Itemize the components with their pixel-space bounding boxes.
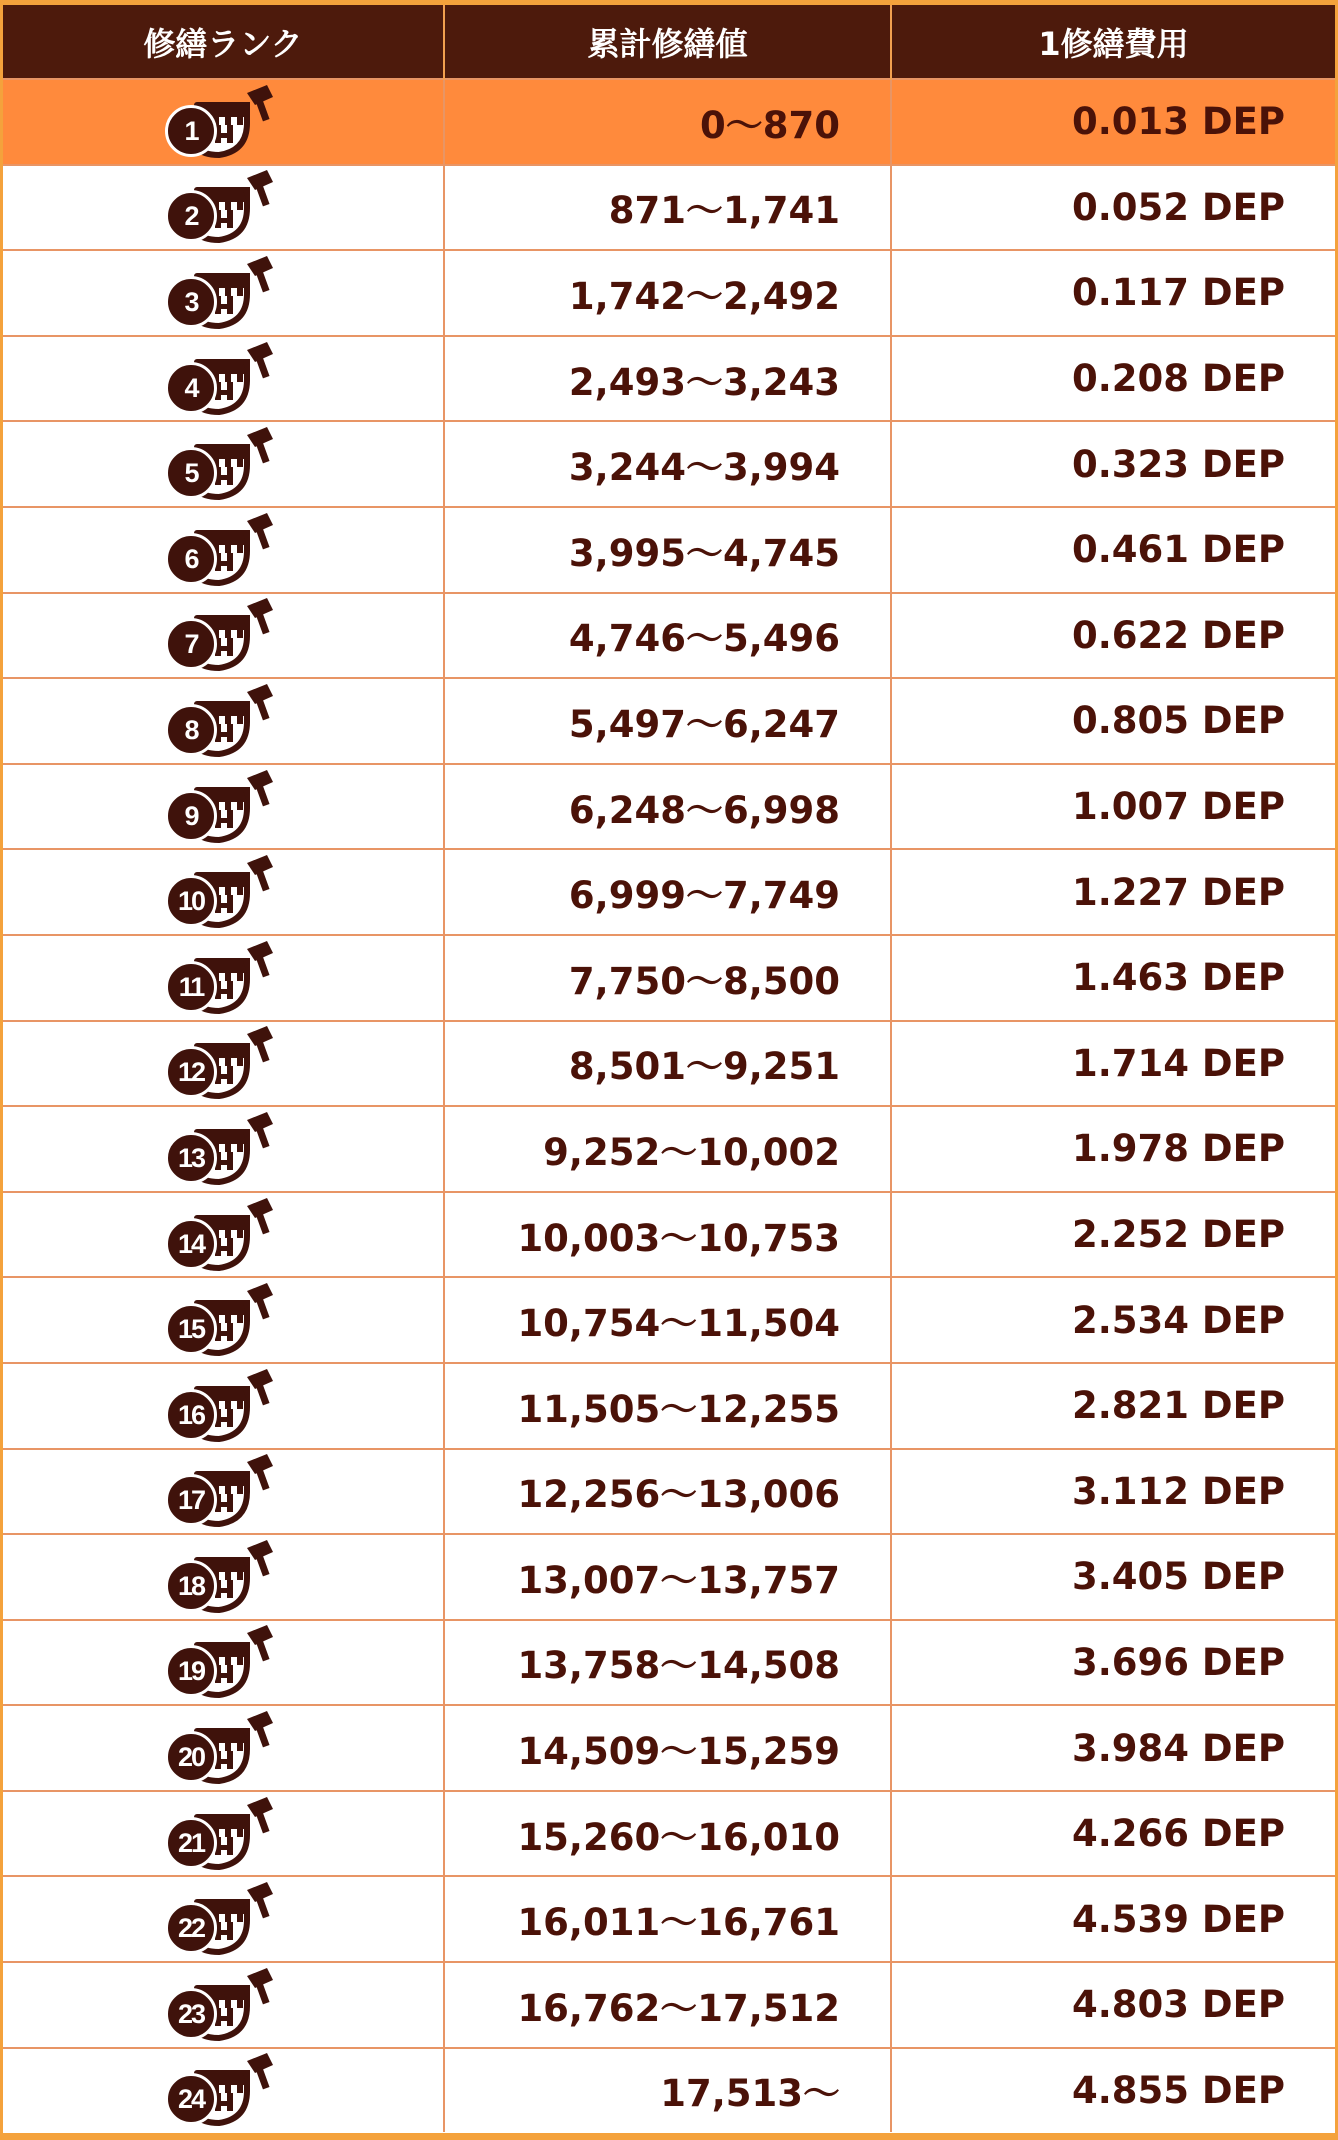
rank-number-badge: 4 (165, 362, 217, 414)
rank-cell (3, 165, 444, 251)
rank-cell (3, 507, 444, 593)
total-repair-value-cell: 1,742～2,492 (444, 250, 891, 336)
cost-per-repair-cell: 1.007 DEP (891, 764, 1335, 850)
total-repair-value-cell: 871～1,741 (444, 165, 891, 251)
table-row (3, 421, 1335, 507)
repair-shop-hammer-icon (163, 1110, 283, 1188)
table-row (3, 1277, 1335, 1363)
rank-number-badge: 23 (165, 1988, 217, 2040)
repair-shop-hammer-icon (163, 1024, 283, 1102)
rank-cell (3, 1705, 444, 1791)
rank-cell (3, 1962, 444, 2048)
cost-per-repair-cell: 1.714 DEP (891, 1021, 1335, 1107)
rank-cell (3, 336, 444, 422)
total-repair-value-cell: 5,497～6,247 (444, 678, 891, 764)
total-repair-value-cell: 6,999～7,749 (444, 849, 891, 935)
table-row (3, 1534, 1335, 1620)
total-repair-value-cell: 7,750～8,500 (444, 935, 891, 1021)
repair-shop-hammer-icon (163, 1281, 283, 1359)
total-repair-value-cell: 8,501～9,251 (444, 1021, 891, 1107)
repair-shop-hammer-icon (163, 254, 283, 332)
total-repair-value-cell: 9,252～10,002 (444, 1106, 891, 1192)
repair-shop-hammer-icon (163, 1452, 283, 1530)
rank-number-badge: 15 (165, 1303, 217, 1355)
total-repair-value-cell: 2,493～3,243 (444, 336, 891, 422)
rank-cell (3, 79, 444, 165)
rank-number-badge: 10 (165, 875, 217, 927)
repair-rank-table (3, 5, 1335, 2132)
rank-number-badge: 7 (165, 618, 217, 670)
total-repair-value-cell: 0～870 (444, 79, 891, 165)
table-row (3, 764, 1335, 850)
total-repair-value-cell: 13,007～13,757 (444, 1534, 891, 1620)
repair-shop-hammer-icon (163, 2051, 283, 2129)
total-repair-value-cell: 3,244～3,994 (444, 421, 891, 507)
total-repair-value-cell: 17,513～ (444, 2048, 891, 2133)
cost-per-repair-cell: 1.463 DEP (891, 935, 1335, 1021)
cost-per-repair-cell: 0.013 DEP (891, 79, 1335, 165)
table-row (3, 1021, 1335, 1107)
table-row (3, 1449, 1335, 1535)
cost-per-repair-cell: 3.405 DEP (891, 1534, 1335, 1620)
total-repair-value-cell: 6,248～6,998 (444, 764, 891, 850)
rank-cell (3, 1534, 444, 1620)
table-row (3, 336, 1335, 422)
total-repair-value-cell: 4,746～5,496 (444, 593, 891, 679)
total-repair-value-cell: 14,509～15,259 (444, 1705, 891, 1791)
cost-per-repair-cell: 4.266 DEP (891, 1791, 1335, 1877)
total-repair-value-cell: 10,754～11,504 (444, 1277, 891, 1363)
table-row (3, 935, 1335, 1021)
total-repair-value-cell: 10,003～10,753 (444, 1192, 891, 1278)
header-total-repair-value: 累計修繕値 (444, 5, 891, 79)
rank-number-badge: 3 (165, 276, 217, 328)
cost-per-repair-cell: 0.622 DEP (891, 593, 1335, 679)
cost-per-repair-cell: 0.461 DEP (891, 507, 1335, 593)
repair-rank-table-container (3, 5, 1335, 2133)
rank-cell (3, 764, 444, 850)
rank-number-badge: 14 (165, 1218, 217, 1270)
repair-shop-hammer-icon (163, 1795, 283, 1873)
cost-per-repair-cell: 0.208 DEP (891, 336, 1335, 422)
repair-shop-hammer-icon (163, 168, 283, 246)
table-row (3, 1192, 1335, 1278)
rank-number-badge: 20 (165, 1731, 217, 1783)
table-row (3, 1620, 1335, 1706)
table-row (3, 250, 1335, 336)
rank-cell (3, 1192, 444, 1278)
rank-cell (3, 421, 444, 507)
table-row (3, 1106, 1335, 1192)
rank-number-badge: 8 (165, 704, 217, 756)
cost-per-repair-cell: 4.539 DEP (891, 1876, 1335, 1962)
total-repair-value-cell: 3,995～4,745 (444, 507, 891, 593)
repair-shop-hammer-icon (163, 1966, 283, 2044)
cost-per-repair-cell: 1.978 DEP (891, 1106, 1335, 1192)
repair-shop-hammer-icon (163, 853, 283, 931)
cost-per-repair-cell: 1.227 DEP (891, 849, 1335, 935)
rank-number-badge: 21 (165, 1817, 217, 1869)
cost-per-repair-cell: 4.803 DEP (891, 1962, 1335, 2048)
repair-shop-hammer-icon (163, 83, 283, 161)
repair-shop-hammer-icon (163, 1709, 283, 1787)
rank-cell (3, 1106, 444, 1192)
cost-per-repair-cell: 3.696 DEP (891, 1620, 1335, 1706)
rank-number-badge: 22 (165, 1902, 217, 1954)
total-repair-value-cell: 16,011～16,761 (444, 1876, 891, 1962)
rank-cell (3, 250, 444, 336)
table-body (3, 79, 1335, 2132)
rank-number-badge: 12 (165, 1046, 217, 1098)
cost-per-repair-cell: 3.112 DEP (891, 1449, 1335, 1535)
rank-number-badge: 2 (165, 190, 217, 242)
cost-per-repair-cell: 2.252 DEP (891, 1192, 1335, 1278)
cost-per-repair-cell: 4.855 DEP (891, 2048, 1335, 2133)
rank-cell (3, 1876, 444, 1962)
cost-per-repair-cell: 0.117 DEP (891, 250, 1335, 336)
rank-cell (3, 849, 444, 935)
rank-cell (3, 1021, 444, 1107)
total-repair-value-cell: 11,505～12,255 (444, 1363, 891, 1449)
rank-number-badge: 18 (165, 1560, 217, 1612)
table-row (3, 593, 1335, 679)
table-row (3, 1876, 1335, 1962)
rank-cell (3, 1363, 444, 1449)
repair-shop-hammer-icon (163, 340, 283, 418)
repair-shop-hammer-icon (163, 1367, 283, 1445)
table-row (3, 849, 1335, 935)
cost-per-repair-cell: 0.052 DEP (891, 165, 1335, 251)
cost-per-repair-cell: 3.984 DEP (891, 1705, 1335, 1791)
rank-number-badge: 13 (165, 1132, 217, 1184)
table-row (3, 1705, 1335, 1791)
rank-cell (3, 678, 444, 764)
header-cost-per-repair: 1修繕費用 (891, 5, 1335, 79)
cost-per-repair-cell: 2.821 DEP (891, 1363, 1335, 1449)
total-repair-value-cell: 15,260～16,010 (444, 1791, 891, 1877)
repair-shop-hammer-icon (163, 939, 283, 1017)
total-repair-value-cell: 16,762～17,512 (444, 1962, 891, 2048)
header-repair-rank: 修繕ランク (3, 5, 444, 79)
rank-number-badge: 19 (165, 1645, 217, 1697)
repair-shop-hammer-icon (163, 511, 283, 589)
rank-number-badge: 9 (165, 790, 217, 842)
table-row (3, 2048, 1335, 2133)
cost-per-repair-cell: 0.323 DEP (891, 421, 1335, 507)
rank-cell (3, 2048, 444, 2133)
repair-shop-hammer-icon (163, 1880, 283, 1958)
rank-number-badge: 16 (165, 1389, 217, 1441)
rank-number-badge: 1 (165, 105, 217, 157)
rank-cell (3, 1277, 444, 1363)
table-row (3, 1791, 1335, 1877)
total-repair-value-cell: 13,758～14,508 (444, 1620, 891, 1706)
table-row (3, 79, 1335, 165)
rank-cell (3, 1791, 444, 1877)
repair-shop-hammer-icon (163, 1538, 283, 1616)
repair-shop-hammer-icon (163, 682, 283, 760)
repair-shop-hammer-icon (163, 425, 283, 503)
rank-cell (3, 935, 444, 1021)
rank-number-badge: 5 (165, 447, 217, 499)
rank-cell (3, 1449, 444, 1535)
repair-shop-hammer-icon (163, 596, 283, 674)
repair-shop-hammer-icon (163, 1196, 283, 1274)
table-row (3, 1363, 1335, 1449)
rank-number-badge: 11 (165, 961, 217, 1013)
cost-per-repair-cell: 2.534 DEP (891, 1277, 1335, 1363)
table-header-row (3, 5, 1335, 79)
rank-number-badge: 17 (165, 1474, 217, 1526)
rank-cell (3, 1620, 444, 1706)
cost-per-repair-cell: 0.805 DEP (891, 678, 1335, 764)
total-repair-value-cell: 12,256～13,006 (444, 1449, 891, 1535)
table-row (3, 165, 1335, 251)
repair-shop-hammer-icon (163, 1623, 283, 1701)
rank-number-badge: 6 (165, 533, 217, 585)
repair-shop-hammer-icon (163, 768, 283, 846)
table-row (3, 678, 1335, 764)
table-row (3, 1962, 1335, 2048)
rank-number-badge: 24 (165, 2073, 217, 2125)
table-row (3, 507, 1335, 593)
rank-cell (3, 593, 444, 679)
